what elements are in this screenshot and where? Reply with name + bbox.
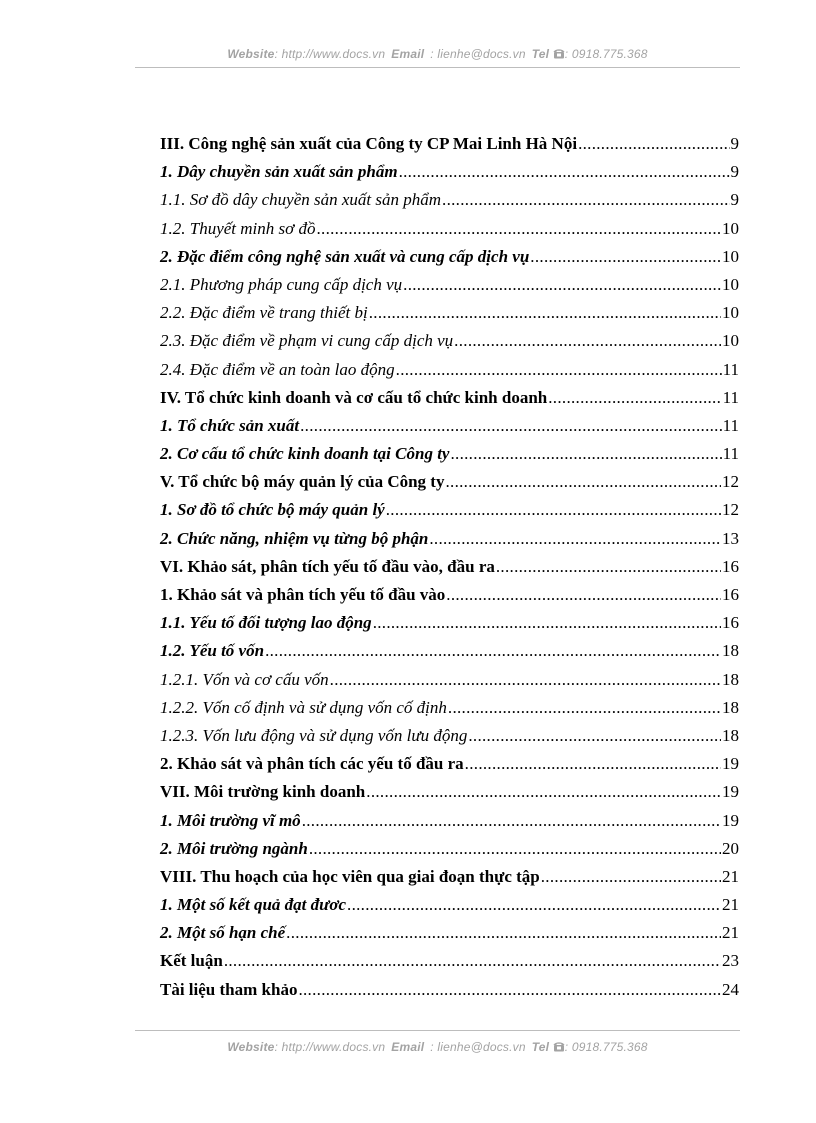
email-label: Email [391,1040,425,1054]
toc-row[interactable] [160,722,739,750]
toc-row[interactable] [160,299,739,327]
toc-page: 11 [722,387,739,407]
toc-row[interactable] [160,468,739,496]
phone-icon [553,1041,565,1052]
toc-page: 13 [722,528,739,548]
tel-value: : 0918.775.368 [564,1040,648,1054]
toc-page: 24 [722,979,739,999]
toc-leader [465,750,721,778]
toc-page: 18 [722,669,739,689]
toc-row[interactable] [160,327,739,355]
toc-row[interactable] [160,158,739,186]
website-label: Website [227,47,275,61]
toc-page: 19 [722,754,739,774]
toc-leader [445,468,721,496]
toc-leader [265,637,721,665]
toc-title: VI. Khảo sát, phân tích yếu tố đầu vào, đầu ra [160,556,495,576]
toc-title: 1.1. Sơ đồ dây chuyền sản xuất sản phẩm [160,190,442,210]
toc-leader [286,919,721,947]
toc-title: 1. Khảo sát và phân tích yếu tố đầu vào [160,585,446,604]
toc-row[interactable] [160,440,739,468]
toc-row[interactable] [160,666,739,694]
toc-title: 2. Khảo sát và phân tích các yếu tố đầu ra [160,754,464,774]
email-value: : lienhe@docs.vn [430,47,526,61]
toc-page: 11 [722,415,739,435]
toc-page: 10 [722,274,739,294]
toc-row[interactable] [160,356,739,384]
toc-leader [224,947,721,975]
toc-row[interactable] [160,130,739,158]
toc-page: 11 [722,359,739,379]
toc-title: III. Công nghệ sản xuất của Công ty CP Mai Linh Hà Nội [160,134,578,153]
toc-title: 1.2.2. Vốn cố định và sử dụng vốn cố định [160,697,447,717]
website-label: Website [227,1040,275,1054]
toc-title: IV. Tổ chức kinh doanh và cơ cấu tổ chức kinh doanh [160,387,548,407]
toc-title: 1. Dây chuyền sản xuất sản phẩm [160,162,398,182]
toc-page: 16 [722,613,739,633]
toc-page: 18 [722,697,739,717]
toc-leader [454,327,721,355]
toc-leader [386,496,721,524]
website-value: : http://www.docs.vn [274,47,386,61]
website-value: : http://www.docs.vn [274,1040,386,1054]
toc-page: 21 [722,923,739,943]
tel-label: Tel [531,1040,550,1054]
toc-row[interactable] [160,496,739,524]
toc-row[interactable] [160,891,739,919]
toc-title: VIII. Thu hoạch của học viên qua giai đoạn thực tập [160,866,540,886]
toc-leader [347,891,721,919]
toc-leader [373,609,721,637]
toc-leader [578,130,729,158]
toc-leader [448,694,721,722]
toc-leader [309,835,721,863]
toc-page: 20 [722,838,739,858]
footer-rule [135,1030,740,1031]
toc-title: 2. Đặc điểm công nghệ sản xuất và cung cấp dịch vụ [160,246,530,266]
tel-value: : 0918.775.368 [564,47,648,61]
toc-leader [330,666,721,694]
table-of-contents [160,130,739,1004]
toc-leader [316,215,721,243]
toc-title: 2. Một số hạn chế [160,923,286,943]
toc-title: 2.1. Phương pháp cung cấp dịch vụ [160,274,403,294]
toc-page: 10 [722,303,739,323]
toc-row[interactable] [160,412,739,440]
toc-page: 19 [722,810,739,830]
toc-row[interactable] [160,384,739,412]
toc-leader [298,976,721,1004]
toc-page: 10 [722,331,739,351]
tel-label: Tel [531,47,550,61]
toc-row[interactable] [160,186,739,214]
toc-page: 23 [722,951,739,971]
toc-row[interactable] [160,694,739,722]
toc-row[interactable] [160,525,739,553]
toc-page: 21 [722,866,739,886]
toc-title: 1. Một số kết quả đạt đươc [160,895,347,915]
toc-row[interactable] [160,609,739,637]
toc-page: 11 [722,444,739,464]
toc-page: 9 [730,190,739,210]
toc-leader [530,243,721,271]
toc-page: 9 [730,162,739,182]
toc-row[interactable] [160,553,739,581]
toc-page: 12 [722,500,739,520]
phone-icon [553,48,565,59]
toc-leader [496,553,721,581]
toc-row[interactable] [160,778,739,806]
toc-title: 2. Chức năng, nhiệm vụ từng bộ phận [160,528,429,548]
toc-page: 19 [722,782,739,802]
toc-leader [450,440,721,468]
toc-page: 12 [722,472,739,492]
email-label: Email [391,47,425,61]
toc-row[interactable] [160,947,739,975]
toc-page: 16 [722,585,739,604]
toc-title: 1.2. Thuyết minh sơ đồ [160,218,316,238]
toc-title: 1.2.3. Vốn lưu động và sử dụng vốn lưu động [160,725,468,745]
toc-title: V. Tổ chức bộ máy quản lý của Công ty [160,472,445,492]
toc-title: 1. Tổ chức sản xuất [160,415,300,435]
toc-title: 2. Môi trường ngành [160,838,308,858]
toc-row[interactable] [160,637,739,665]
toc-title: 1.1. Yếu tố đối tượng lao động [160,613,372,633]
toc-title: 1.2. Yếu tố vốn [160,641,265,661]
toc-leader [541,863,721,891]
toc-title: 1. Sơ đồ tổ chức bộ máy quản lý [160,500,385,520]
toc-leader [442,186,729,214]
toc-row[interactable] [160,807,739,835]
toc-row[interactable] [160,976,739,1004]
toc-leader [468,722,721,750]
toc-page: 9 [730,134,739,153]
toc-leader [300,412,722,440]
toc-row[interactable] [160,835,739,863]
toc-leader [302,807,721,835]
toc-title: 2.4. Đặc điểm về an toàn lao động [160,359,395,379]
toc-title: 2.3. Đặc điểm về phạm vi cung cấp dịch vụ [160,331,454,351]
page-header [135,47,740,61]
header-rule [135,67,740,68]
toc-page: 18 [722,641,739,661]
toc-title: 1. Môi trường vĩ mô [160,810,301,830]
toc-title: VII. Môi trường kinh doanh [160,782,366,802]
toc-row[interactable] [160,271,739,299]
toc-leader [369,299,721,327]
toc-row[interactable] [160,750,739,778]
toc-leader [396,356,722,384]
toc-title: 1.2.1. Vốn và cơ cấu vốn [160,669,329,689]
toc-title: 2.2. Đặc điểm về trang thiết bị [160,303,368,323]
toc-row[interactable] [160,863,739,891]
toc-row[interactable] [160,919,739,947]
toc-page: 10 [722,246,739,266]
toc-page: 21 [722,895,739,915]
email-value: : lienhe@docs.vn [430,1040,526,1054]
toc-page: 16 [722,556,739,576]
toc-leader [366,778,721,806]
toc-leader [403,271,721,299]
page-footer [135,1040,740,1054]
toc-page: 18 [722,725,739,745]
toc-title: 2. Cơ cấu tổ chức kinh doanh tại Công ty [160,444,450,464]
toc-page: 10 [722,218,739,238]
toc-title: Kết luận [160,951,223,971]
toc-leader [399,158,730,186]
toc-row[interactable] [160,243,739,271]
toc-row[interactable] [160,215,739,243]
toc-leader [446,581,721,609]
toc-title: Tài liệu tham khảo [160,979,298,999]
toc-leader [548,384,721,412]
toc-leader [429,525,721,553]
toc-row[interactable] [160,581,739,609]
